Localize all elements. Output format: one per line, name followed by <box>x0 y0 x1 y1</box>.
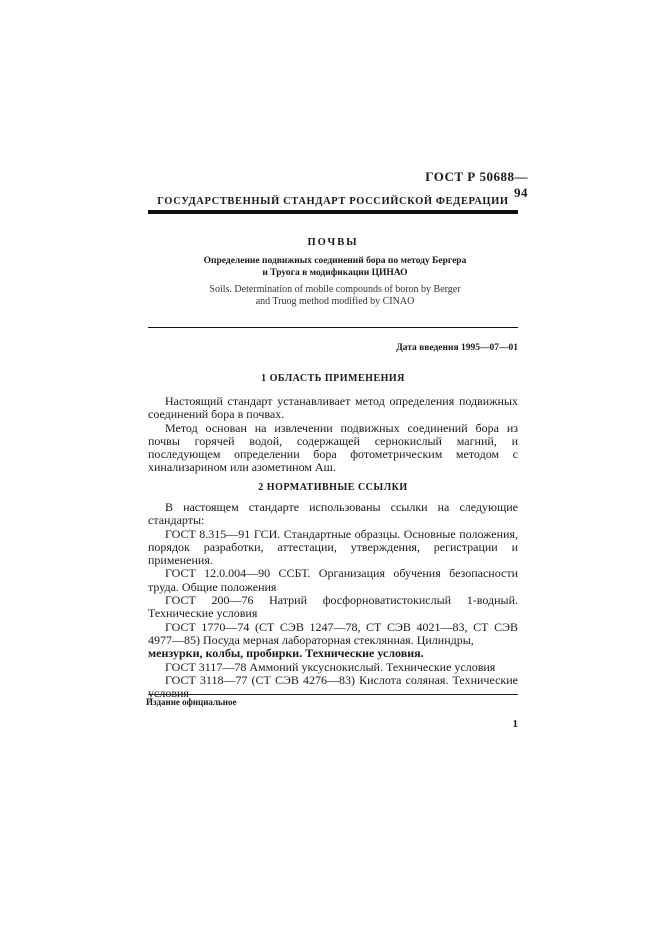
header-divider <box>148 210 518 214</box>
page-number: 1 <box>512 718 518 730</box>
reference-item: ГОСТ 1770—74 (СТ СЭВ 1247—78, СТ СЭВ 4021—83, СТ СЭВ 4977—85) Посуда мерная лабораторная стеклянная. Цилиндры, <box>148 619 518 647</box>
title-russian-line-1: Определение подвижных соединений бора по методу Бергера <box>203 256 467 266</box>
reference-item: ГОСТ 3117—78 Аммоний уксуснокислый. Технические условия <box>165 659 496 674</box>
section-2-body <box>148 501 518 700</box>
footer-divider <box>148 694 518 695</box>
title-english-line-2: and Truog method modified by CINAO <box>255 296 415 307</box>
reference-item: ГОСТ 3118—77 (СТ СЭВ 4276—83) Кислота соляная. Технические <box>165 672 518 687</box>
official-edition-note: Издание официальное <box>146 697 237 707</box>
standard-title: ГОСУДАРСТВЕННЫЙ СТАНДАРТ РОССИЙСКОЙ ФЕДЕРАЦИИ <box>157 196 509 207</box>
effective-date: Дата введения 1995—07—01 <box>396 343 518 353</box>
paragraph: В настоящем стандарте использованы ссылки на следующие стандарты: <box>148 500 518 528</box>
section-1-body <box>148 395 518 475</box>
reference-item: ГОСТ 8.315—91 ГСИ. Стандартные образцы. Основные положения, порядок разработки, аттестации, утверждения, регистрации и применения. <box>148 526 518 568</box>
section-1-heading: 1 ОБЛАСТЬ ПРИМЕНЕНИЯ <box>261 373 405 384</box>
title-russian-line-2: и Труога в модификации ЦИНАО <box>262 268 408 278</box>
reference-item-continuation: мензурки, колбы, пробирки. Технические условия. <box>148 646 424 661</box>
title-russian <box>180 255 490 279</box>
document-number: ГОСТ Р 50688—94 <box>425 169 528 200</box>
title-english-line-1: Soils. Determination of mobile compounds of boron by Berger <box>209 284 461 295</box>
reference-item: ГОСТ 12.0.004—90 ССБТ. Организация обучения безопасности труда. Общие положения <box>148 566 518 594</box>
title-divider <box>148 327 518 328</box>
document-subject: ПОЧВЫ <box>307 237 359 248</box>
paragraph: Настоящий стандарт устанавливает метод определения подвижных соединений бора в почвах. <box>148 394 518 422</box>
reference-item: ГОСТ 200—76 Натрий фосфорноватистокислый 1-водный. Технические условия <box>148 593 518 621</box>
title-english <box>180 284 490 308</box>
section-2-heading: 2 НОРМАТИВНЫЕ ССЫЛКИ <box>258 482 408 493</box>
paragraph: Метод основан на извлечении подвижных соединений бора из почвы горячей водой, содержащей сернокислый магний, и последующем определении бора фотометрическим методом с хинализарином или азометином Аш. <box>148 420 518 475</box>
